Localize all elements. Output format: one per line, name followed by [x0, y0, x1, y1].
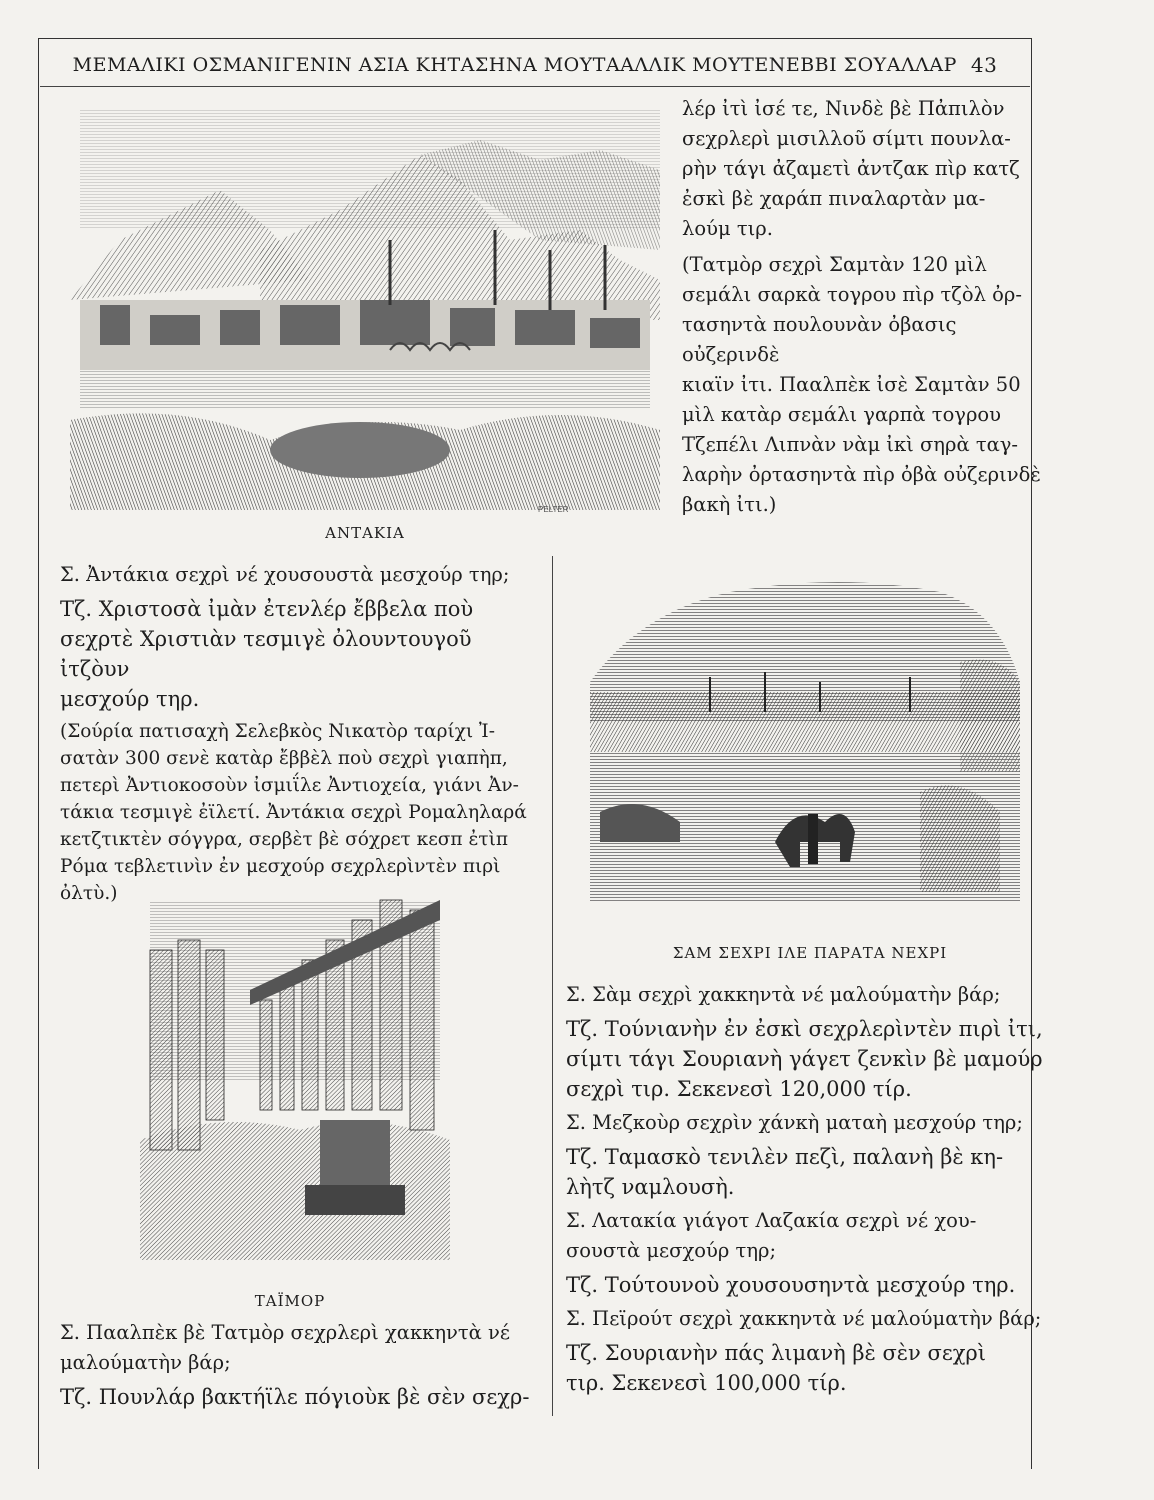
engraver-signature: PELTER [538, 505, 569, 514]
text-line: λούμ τιρ. [682, 217, 773, 240]
right-top-text [682, 94, 1050, 524]
question-sam [566, 980, 1052, 1010]
text-line: Τζ. Τούτουνοὺ χουσουσηντὰ μεσχούρ τηρ. [566, 1273, 1016, 1297]
text-line: μαλούματὴν βάρ; [60, 1351, 231, 1374]
note-antakia [60, 718, 546, 907]
text-line: σεχρὶ τιρ. Σεκενεσὶ 120,000 τίρ. [566, 1077, 912, 1101]
text-line: μεσχούρ τηρ. [60, 687, 200, 711]
text-line: λὴτζ ναμλουσὴ. [566, 1175, 735, 1199]
text-line: κετζτικτὲν σόγγρα, σερβὲτ βὲ σόχρετ κεσπ ἐτὶπ [60, 829, 509, 850]
answer-beirut [566, 1338, 1052, 1398]
text-line: Τζεπέλι Λιπνὰν νὰμ ἰκὶ σηρὰ ταγ- [682, 433, 1019, 456]
question-tatmor [60, 1318, 550, 1378]
text-line: Τζ. Ταμασκὸ τενιλὲν πεζὶ, παλανὴ βὲ κη- [566, 1145, 1004, 1169]
caption-tatmor: ΤΑΪΜΟΡ [254, 1292, 326, 1310]
text-line: Τζ. Πουνλάρ βακτήϊλε πόγιοὺκ βὲ σὲν σεχρ- [60, 1385, 530, 1409]
text-line: τιρ. Σεκενεσὶ 100,000 τίρ. [566, 1371, 847, 1395]
text-line: Σ. Ἀντάκια σεχρὶ νέ χουσουστὰ μεσχούρ τηρ; [60, 563, 510, 586]
text-line: (Σούρία πατισαχὴ Σελεβκὸς Νικατὸρ ταρίχι Ἰ- [60, 721, 495, 742]
text-line: πετερὶ Ἀντιοκοσοὺν ἰσμιΐλε Ἀντιοχεία, γιάνι Ἀν- [60, 775, 519, 796]
caption-antakia: ΑΝΤΑΚΙΑ [325, 524, 405, 542]
text-line: Τζ. Χριστοσὰ ἰμὰν ἐτενλέρ ἔββελα ποὺ [60, 597, 474, 621]
text-line: Σ. Μεζκοὺρ σεχρὶν χάνκὴ ματαὴ μεσχούρ τηρ; [566, 1111, 1023, 1134]
text-line: σεμάλι σαρκὰ τογρου πὶρ τζὸλ ὀρ- [682, 283, 1022, 306]
left-column-upper [60, 560, 546, 911]
running-title: ΜΕΜΑΛΙΚΙ ΟΣΜΑΝΙΓΕΝΙΝ ΑΣΙΑ ΚΗΤΑΣΗΝΑ ΜΟΥΤΑΑΛΛΙΚ ΜΟΥΤΕΝΕΒΒΙ ΣΟΥΑΛΛΑΡ [72, 54, 957, 76]
text-line: βακὴ ἰτι.) [682, 493, 777, 516]
right-column-lower [566, 980, 1052, 1402]
text-line: λαρὴν ὀρτασηντὰ πὶρ ὀβὰ οὐζερινδὲ [682, 463, 1041, 486]
text-line: Ρόμα τεβλετινὶν ἐν μεσχούρ σεχρλερὶντὲν πιρὶ ὀλτὺ.) [60, 856, 501, 904]
text-line: σεχρτὲ Χριστιὰν τεσμιγὲ ὀλουντουγοῦ ἰτζὸυν [60, 627, 472, 681]
text-line: τάκια τεσμιγὲ ἐϊλετί. Ἀντάκια σεχρὶ Ρομαληλαρά [60, 802, 527, 823]
text-line: μὶλ κατὰρ σεμάλι γαρπὰ τογρου [682, 403, 1002, 426]
text-line: σουστὰ μεσχούρ τηρ; [566, 1239, 777, 1262]
text-line: σεχρλερὶ μισιλλοῦ σίμτι πουνλα- [682, 127, 1011, 150]
text-line: σίμτι τάγι Σουριανὴ γάγετ ζενκὶν βὲ μαμούρ [566, 1047, 1043, 1071]
note-paragraph [682, 250, 1050, 520]
answer-mezkour [566, 1142, 1052, 1202]
column-divider [552, 556, 553, 1416]
text-line: σατὰν 300 σενὲ κατὰρ ἔββὲλ ποὺ σεχρὶ γιαπὴπ, [60, 748, 508, 769]
tatmor-engraving [140, 880, 450, 1260]
question-antakia [60, 560, 546, 590]
text-line: Σ. Σὰμ σεχρὶ χακκηντὰ νέ μαλούματὴν βάρ; [566, 983, 1001, 1006]
text-line: ἐσκὶ βὲ χαράπ πιναλαρτὰν μα- [682, 187, 986, 210]
answer-sam [566, 1014, 1052, 1104]
text-line: λέρ ἰτὶ ἰσέ τε, Νινδὲ βὲ Πἀπιλὸν [682, 97, 1005, 120]
page-number: 43 [970, 53, 998, 77]
text-line: ρὴν τάγι ἀζαμετὶ ἀντζακ πὶρ κατζ [682, 157, 1020, 180]
antakia-engraving [60, 100, 672, 520]
text-line: Τζ. Σουριανὴν πάς λιμανὴ βὲ σὲν σεχρὶ [566, 1341, 987, 1365]
question-mezkour [566, 1108, 1052, 1138]
text-line: τασηντὰ πουλουνὰν ὀβασις οὐζερινδὲ [682, 313, 957, 366]
text-line: κιαϊν ἰτι. Πααλπὲκ ἰσὲ Σαμτὰν 50 [682, 373, 1021, 396]
text-line: Σ. Πεϊρούτ σεχρὶ χακκηντὰ νέ μαλούματὴν βάρ; [566, 1307, 1042, 1330]
left-column-lower [60, 1318, 550, 1416]
answer-antakia [60, 594, 546, 714]
text-line: (Τατμὸρ σεχρὶ Σαμτὰν 120 μὶλ [682, 253, 987, 276]
question-latakia [566, 1206, 1052, 1266]
sam-engraving [580, 572, 1030, 922]
text-line: Τζ. Τούνιανὴν ἐν ἐσκὶ σεχρλερὶντὲν πιρὶ ἰτι, [566, 1017, 1043, 1041]
text-line: Σ. Πααλπὲκ βὲ Τατμὸρ σεχρλερὶ χακκηντὰ νέ [60, 1321, 510, 1344]
caption-sam: ΣΑΜ ΣΕΧΡΙ ΙΛΕ ΠΑΡΑΤΑ ΝΕΧΡΙ [672, 944, 948, 962]
running-head [40, 44, 1030, 87]
text-line: Σ. Λατακία γιάγοτ Λαζακία σεχρὶ νέ χου- [566, 1209, 977, 1232]
answer-latakia [566, 1270, 1052, 1300]
answer-tatmor [60, 1382, 550, 1412]
question-beirut [566, 1304, 1052, 1334]
continued-paragraph [682, 94, 1050, 244]
